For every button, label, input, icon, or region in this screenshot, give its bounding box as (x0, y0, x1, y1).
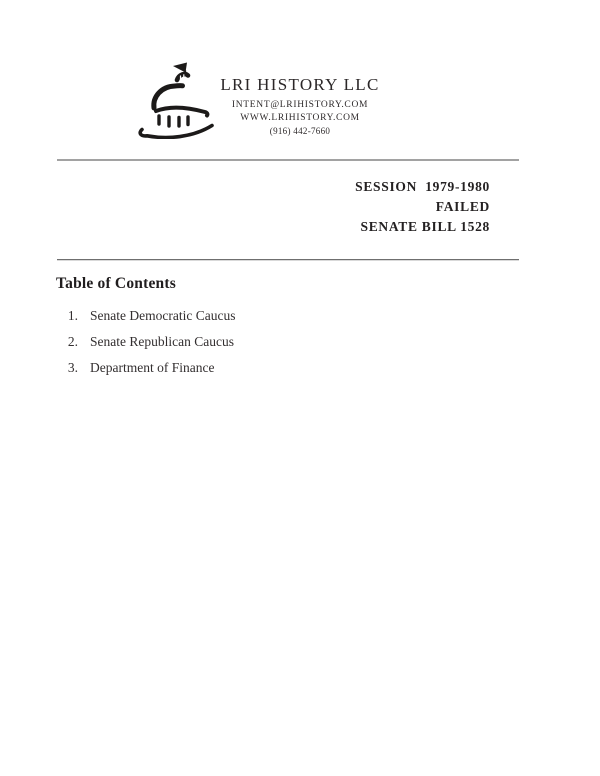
letterhead (0, 74, 600, 138)
toc-item (56, 329, 235, 355)
toc-item-number: 3. (67, 360, 78, 375)
toc-item-label: Senate Republican Caucus (90, 334, 234, 349)
bill-number-line: SENATE BILL 1528 (360, 219, 490, 234)
phone-line: (916) 442-7660 (269, 126, 331, 136)
status-line: FAILED (435, 199, 490, 214)
toc-item-number: 1. (67, 308, 78, 323)
divider-top (57, 159, 519, 161)
toc-item-label: Senate Democratic Caucus (90, 308, 236, 323)
company-name: LRI HISTORY LLC (220, 75, 380, 94)
session-line: SESSION 1979-1980 (355, 179, 490, 194)
email-line: INTENT@LRIHISTORY.COM (231, 100, 369, 110)
toc-item (56, 355, 235, 381)
bill-info-block (355, 177, 490, 237)
divider-bottom (57, 259, 519, 261)
website-line: WWW.LRIHISTORY.COM (240, 113, 360, 123)
toc-heading: Table of Contents (56, 275, 176, 292)
toc-item-label: Department of Finance (90, 360, 215, 375)
toc-list (56, 303, 235, 381)
toc-item-number: 2. (67, 334, 78, 349)
toc-item (56, 303, 235, 329)
